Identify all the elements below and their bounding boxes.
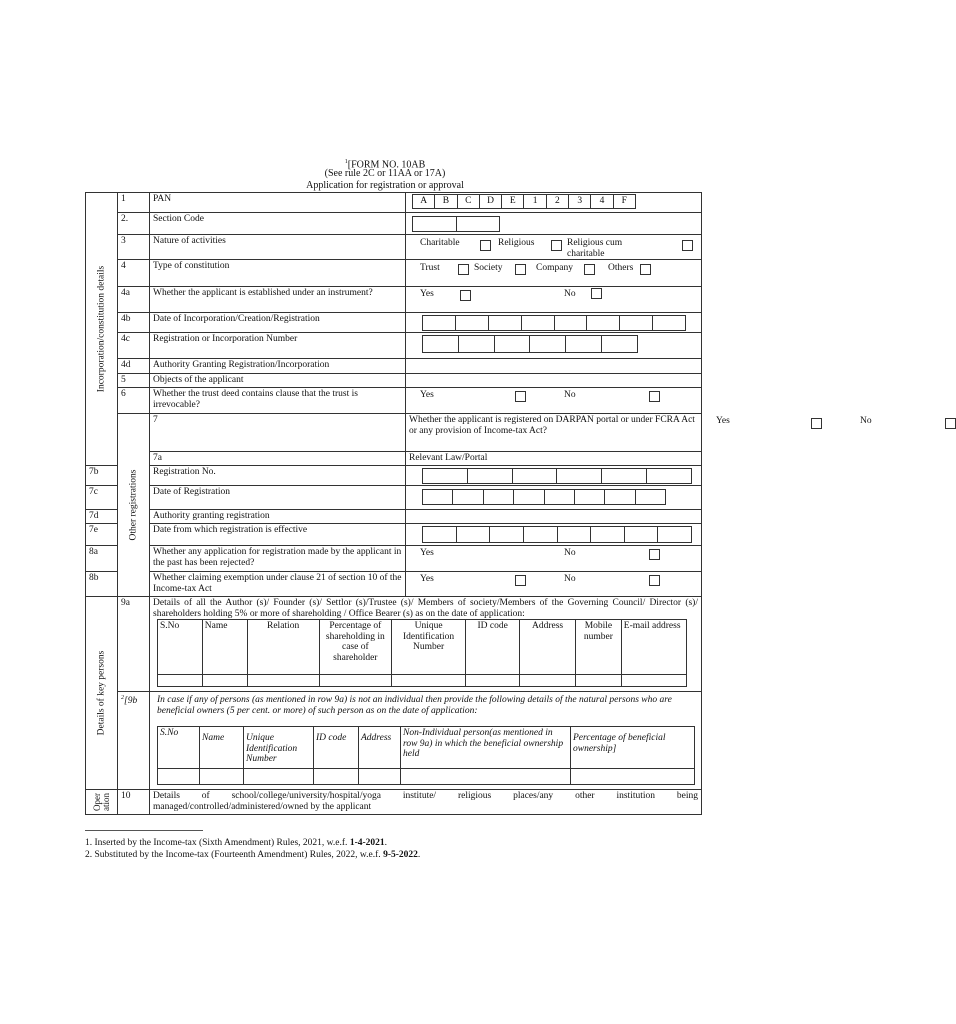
row-number: 4c: [118, 333, 150, 359]
others-checkbox[interactable]: [640, 264, 651, 275]
authority-granting-field[interactable]: [406, 510, 702, 524]
row-label: Registration No.: [150, 466, 406, 486]
col-header: Percentage of shareholding in case of shareholder: [319, 620, 391, 675]
key-persons-description: Details of all the Author (s)/ Founder (s)/ Settlor (s)/Trustee (s)/ Members of society/Members of the Governing Council/ Director (s)/ shareholders holding 5% or more of shareholding / Office Bearer (s) as on the date of application:: [153, 598, 698, 619]
society-checkbox[interactable]: [515, 264, 526, 275]
col-header: Non-Individual person(as mentioned in row 9a) in which the beneficial ownership held: [401, 727, 571, 769]
objects-field[interactable]: [406, 374, 702, 388]
col-header: S.No: [158, 727, 200, 769]
beneficial-owners-description: In case if any of persons (as mentioned in row 9a) is not an individual then provide the following details of the natural persons who are beneficial owners (5 per cent. or more) of such person as on the date of application:: [157, 695, 672, 716]
table-row[interactable]: [158, 769, 695, 785]
no-label: No: [860, 416, 872, 426]
row-number: 4a: [118, 287, 150, 313]
row-label: Section Code: [150, 213, 406, 235]
no-checkbox[interactable]: [649, 391, 660, 402]
no-label: No: [564, 548, 576, 558]
col-header: Unique Identification Number: [244, 727, 314, 769]
option-trust-label: Trust: [420, 263, 440, 273]
row-label: Relevant Law/Portal: [406, 452, 702, 466]
yes-checkbox[interactable]: [515, 391, 526, 402]
section-operation: Oper ation: [86, 790, 118, 815]
yes-label: Yes: [420, 574, 434, 584]
pan-char: B: [434, 195, 456, 208]
row-number: 1: [118, 193, 150, 213]
option-society-label: Society: [474, 263, 503, 273]
row-label: Authority granting registration: [150, 510, 406, 524]
pan-char: D: [479, 195, 501, 208]
row-number: 8b: [86, 572, 118, 597]
row-label: Date of Registration: [150, 486, 406, 510]
row-number: 3: [118, 235, 150, 260]
section-other-registrations: Other registrations: [118, 414, 150, 597]
footnote-2: 2. Substituted by the Income-tax (Fourteenth Amendment) Rules, 2022, w.e.f. 9-5-2022.: [85, 850, 421, 860]
option-charitable-label: Charitable: [420, 238, 460, 248]
registration-number-field[interactable]: [406, 333, 702, 359]
row-label: Whether the applicant is established under an instrument?: [150, 287, 406, 313]
yes-label: Yes: [716, 416, 730, 426]
col-header: Name: [202, 620, 247, 675]
pan-char: 1: [523, 195, 545, 208]
row-label: Registration or Incorporation Number: [150, 333, 406, 359]
yes-checkbox[interactable]: [811, 418, 822, 429]
yes-label: Yes: [420, 548, 434, 558]
row-number: 7e: [86, 524, 118, 546]
row-number: 2.: [118, 213, 150, 235]
charitable-checkbox[interactable]: [480, 240, 491, 251]
row-label: Whether any application for registration made by the applicant in the past has been rejected?: [150, 546, 406, 572]
institution-details-label-line2: managed/controlled/administered/owned by the applicant: [153, 802, 372, 812]
row-number: $^2$[9b: [118, 692, 150, 790]
no-label: No: [564, 289, 576, 299]
pan-char: E: [501, 195, 523, 208]
form-rule-reference: (See rule 2C or 11AA or 17A): [324, 168, 446, 179]
pan-char: 3: [568, 195, 590, 208]
option-others-label: Others: [608, 263, 634, 273]
no-checkbox[interactable]: [649, 575, 660, 586]
col-header: Mobile number: [576, 620, 622, 675]
yes-checkbox[interactable]: [515, 575, 526, 586]
form-table: [85, 192, 872, 815]
date-registration-field[interactable]: [406, 486, 702, 510]
pan-char: F: [613, 195, 635, 208]
row-number: 6: [118, 388, 150, 414]
form-title: $^1$[FORM NO. 10AB: [344, 159, 426, 171]
row-label: Whether the applicant is registered on DARPAN portal or under FCRA Act or any provision of Income-tax Act?: [406, 414, 702, 452]
pan-char: 4: [590, 195, 612, 208]
col-header: ID code: [314, 727, 359, 769]
no-checkbox[interactable]: [945, 418, 956, 429]
pan-char: A: [420, 196, 428, 206]
option-religious-label: Religious: [498, 238, 535, 248]
no-label: No: [564, 390, 576, 400]
section-key-persons: Details of key persons: [86, 597, 118, 790]
no-label: No: [564, 574, 576, 584]
row-number: 7b: [86, 466, 118, 486]
row-label: Nature of activities: [150, 235, 406, 260]
row-label: Type of constitution: [150, 260, 406, 287]
col-header: Percentage of beneficial ownership]: [571, 727, 695, 769]
pan-field[interactable]: [406, 193, 702, 213]
footnote-1: 1. Inserted by the Income-tax (Sixth Amendment) Rules, 2021, w.e.f. 1-4-2021.: [85, 838, 388, 848]
date-incorporation-field[interactable]: [406, 313, 702, 333]
section-incorporation: Incorporation/constitution details: [86, 193, 118, 466]
yes-checkbox[interactable]: [460, 290, 471, 301]
row-label: Whether the trust deed contains clause that the trust is irrevocable?: [150, 388, 406, 414]
row-label: Authority Granting Registration/Incorporation: [150, 359, 406, 374]
religious-checkbox[interactable]: [551, 240, 562, 251]
col-header: Address: [359, 727, 401, 769]
col-header: ID code: [466, 620, 520, 675]
beneficial-owners-table: [157, 726, 695, 785]
effective-date-field[interactable]: [406, 524, 702, 546]
table-row[interactable]: [158, 675, 687, 687]
row-number: 4b: [118, 313, 150, 333]
option-company-label: Company: [536, 263, 573, 273]
row-number: 4d: [118, 359, 150, 374]
row-number: 10: [118, 790, 150, 815]
authority-field[interactable]: [406, 359, 702, 374]
col-header: Address: [520, 620, 576, 675]
row-number: 7a: [150, 452, 406, 466]
row-label: Whether claiming exemption under clause 21 of section 10 of the Income-tax Act: [150, 572, 406, 597]
row-number: 8a: [86, 546, 118, 572]
option-religious-cum-charitable-label: Religious cum charitable: [567, 238, 623, 259]
row-label: PAN: [150, 193, 406, 213]
form-subtitle: Application for registration or approval: [306, 180, 464, 191]
row-label: Objects of the applicant: [150, 374, 406, 388]
row-number: 5: [118, 374, 150, 388]
row-number: 7d: [86, 510, 118, 524]
col-header: S.No: [158, 620, 203, 675]
pan-char: C: [457, 195, 479, 208]
pan-char: 2: [546, 195, 568, 208]
col-header: Name: [200, 727, 244, 769]
row-number: 7c: [86, 486, 118, 510]
trust-checkbox[interactable]: [458, 264, 469, 275]
row-number: 7: [150, 414, 406, 452]
row-number: 9a: [118, 597, 150, 692]
row-label: Date from which registration is effective: [150, 524, 406, 546]
footnote-rule: [85, 830, 203, 831]
institution-details-label-line1: Details of school/college/university/hospital/yoga institute/ religious places/any other institution being: [153, 791, 698, 801]
no-checkbox[interactable]: [591, 288, 602, 299]
section-code-field[interactable]: [406, 213, 702, 235]
col-header: E-mail address: [621, 620, 686, 675]
company-checkbox[interactable]: [584, 264, 595, 275]
key-persons-table: [157, 619, 687, 687]
religious-cum-charitable-checkbox[interactable]: [682, 240, 693, 251]
row-label: Date of Incorporation/Creation/Registration: [150, 313, 406, 333]
row-number: 4: [118, 260, 150, 287]
no-checkbox[interactable]: [649, 549, 660, 560]
col-header: Relation: [247, 620, 319, 675]
col-header: Unique Identification Number: [391, 620, 465, 675]
yes-label: Yes: [420, 390, 434, 400]
yes-label: Yes: [420, 289, 434, 299]
registration-no-field[interactable]: [406, 466, 702, 486]
